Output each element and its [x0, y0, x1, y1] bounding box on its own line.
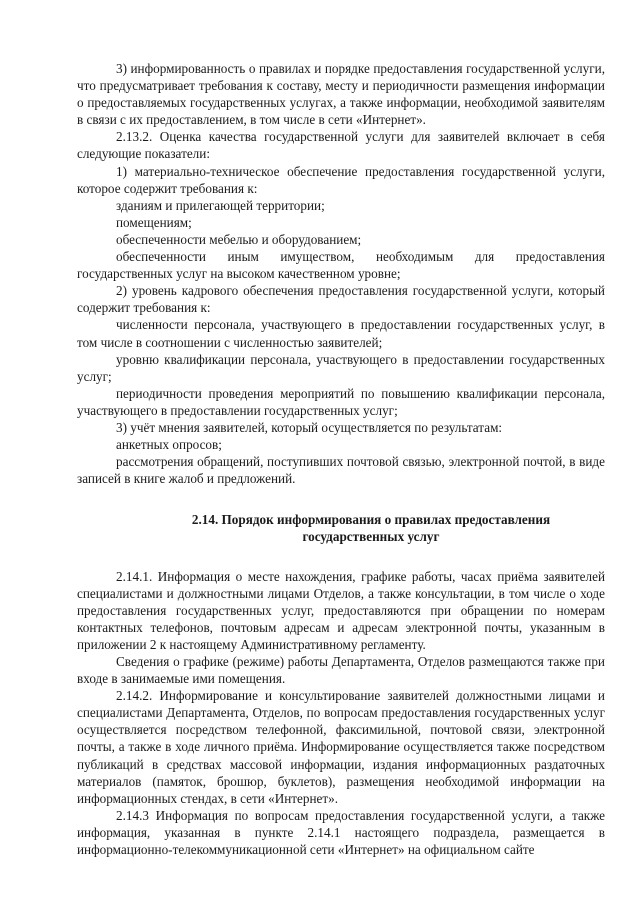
paragraph: обеспеченности мебелью и оборудованием;	[116, 231, 362, 247]
paragraph: периодичности проведения мероприятий по повышению квалификации персонала, участвующего в предоставлении государственных услуг;	[77, 385, 605, 418]
paragraph: Сведения о графике (режиме) работы Департамента, Отделов размещаются также при входе в занимаемые ими помещения.	[77, 654, 605, 687]
paragraph: 1) материально-техническое обеспечение предоставления государственной услуги, которое содержит требования к:	[77, 163, 605, 196]
paragraph: 3) информированность о правилах и порядке предоставления государственной услуги, что предусматривает требования к составу, месту и периодичности размещения информации о предоставляемых государственных услугах, а также информации, необходимой заявителям в связи с их предоставлением, в том числе в сети «Интернет».	[77, 61, 605, 128]
paragraph: 2.14.3 Информация по вопросам предоставления государственной услуги, а также информация, указанная в пункте 2.14.1 настоящего подраздела, размещается в информационно-телекоммуникационной сети «Интернет» на официальном сайте	[77, 807, 605, 858]
paragraph: помещениям;	[116, 214, 192, 230]
section-heading	[77, 511, 605, 545]
paragraph: 3) учёт мнения заявителей, который осуществляется по результатам:	[116, 419, 503, 435]
paragraph: рассмотрения обращений, поступивших почтовой связью, электронной почтой, в виде записей в книге жалоб и предложений.	[77, 454, 605, 487]
paragraph: 2) уровень кадрового обеспечения предоставления государственной услуги, который содержит требования к:	[77, 283, 605, 316]
paragraph: зданиям и прилегающей территории;	[116, 197, 325, 213]
paragraph: 2.13.2. Оценка качества государственной услуги для заявителей включает в себя следующие показатели:	[77, 129, 605, 162]
paragraph: анкетных опросов;	[116, 437, 222, 453]
document-body	[77, 60, 605, 858]
paragraph: 2.14.1. Информация о месте нахождения, графике работы, часах приёма заявителей специалистами и должностными лицами Отделов, а также консультации, в том числе о ходе предоставления государственных услуг, предоставляются при обращении по номерам контактных телефонов, почтовым адресам и адресам электронной почты, указанным в приложении 2 к настоящему Административному регламенту.	[77, 568, 605, 652]
paragraph: 2.14.2. Информирование и консультирование заявителей должностными лицами и специалистами Департамента, Отделов, по вопросам предоставления государственных услуг осуществляется посредством телефонной, факсимильной, почтовой связи, электронной почты, а также в ходе личного приёма. Информирование осуществляется также посредством публикаций в средствах массовой информации, издания информационных раздаточных материалов (памяток, брошюр, буклетов), размещения необходимой информации на информационных стендах, в сети «Интернет».	[77, 688, 605, 806]
section-heading-line1: 2.14. Порядок информирования о правилах предоставления	[191, 512, 551, 528]
paragraph: численности персонала, участвующего в предоставлении государственных услуг, в том числе в соотношении с численностью заявителей;	[77, 317, 605, 350]
paragraph: обеспеченности иным имуществом, необходимым для предоставления государственных услуг на высоком качественном уровне;	[77, 249, 605, 282]
paragraph: уровню квалификации персонала, участвующего в предоставлении государственных услуг;	[77, 351, 605, 384]
section-heading-line2: государственных услуг	[302, 529, 440, 545]
